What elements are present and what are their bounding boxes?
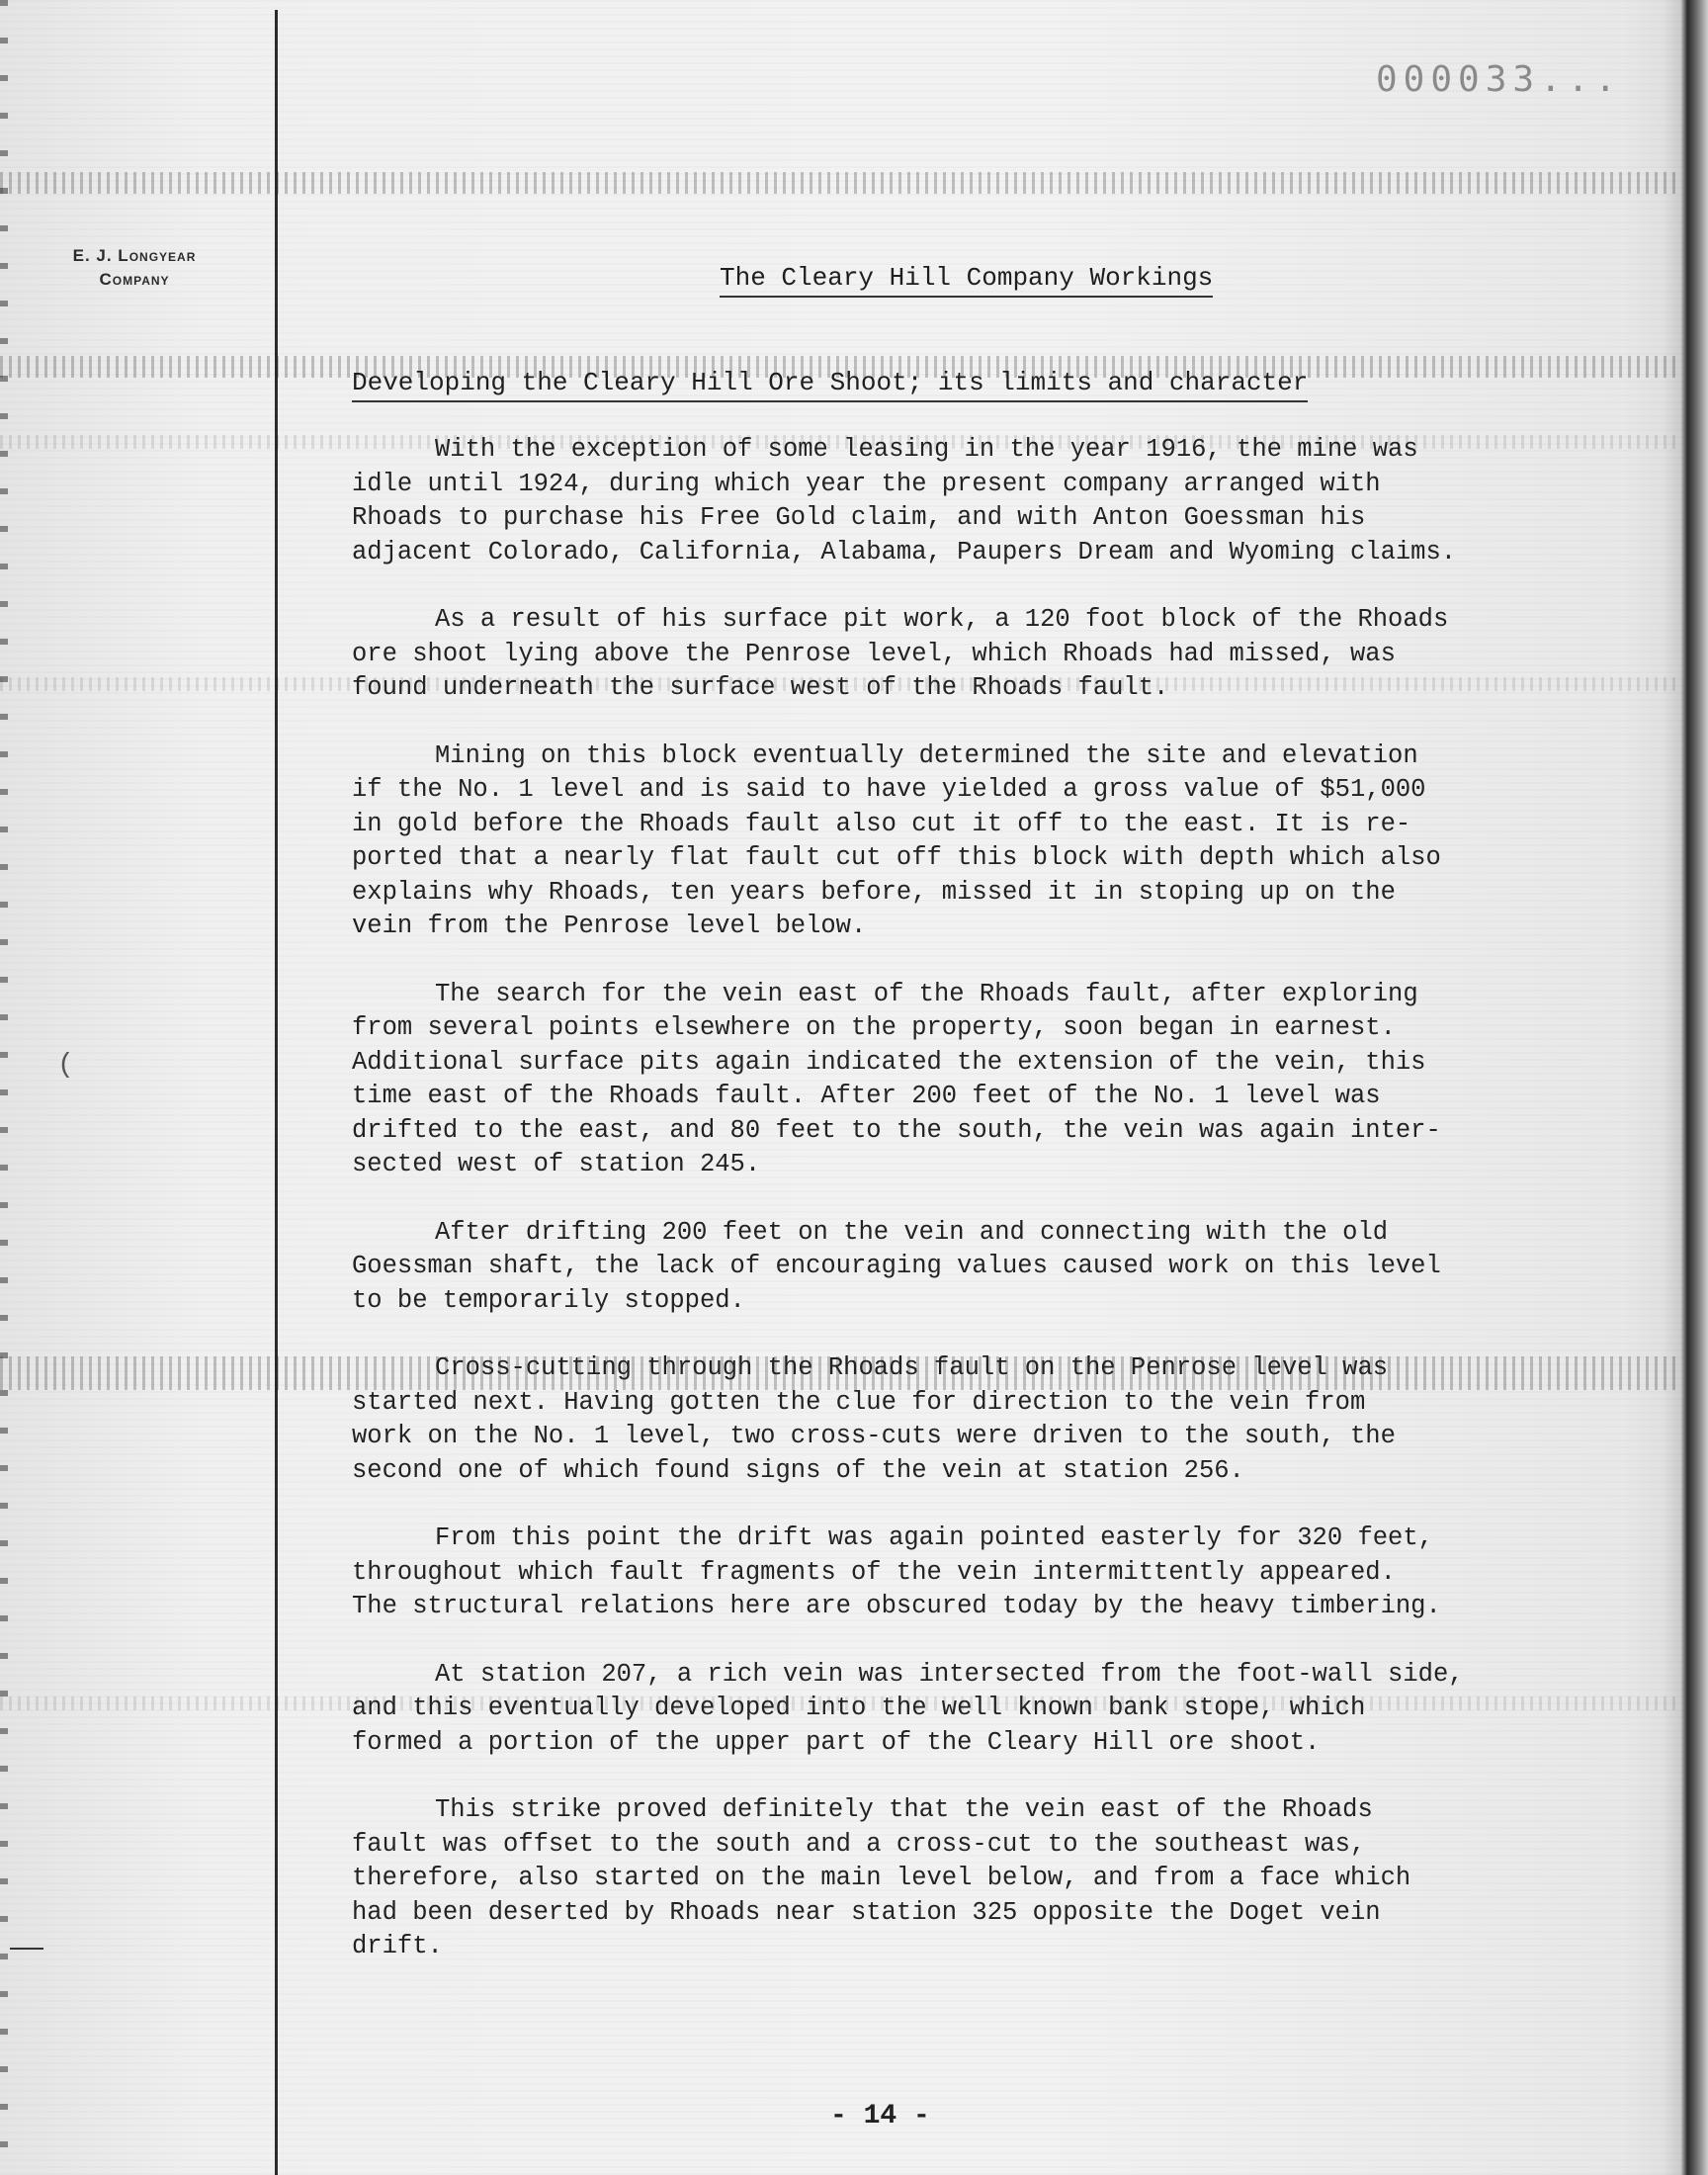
text-line: Rhoads to purchase his Free Gold claim, and with Anton Goessman his [352,503,1366,532]
paragraph [352,433,1518,569]
paragraph [352,740,1518,944]
text-line: fault was offset to the south and a cross-cut to the southeast was, [352,1829,1366,1859]
paragraph [352,1658,1518,1761]
text-line: From this point the drift was again pointed easterly for 320 feet, [435,1523,1433,1552]
paragraph [352,1522,1518,1624]
margin-rule [275,10,278,2175]
text-line: sected west of station 245. [352,1150,761,1178]
letterhead-line-2: Company [99,270,170,289]
text-line: in gold before the Rhoads fault also cut it off to the east. It is re- [352,809,1411,838]
text-line: After drifting 200 feet on the vein and connecting with the old [435,1217,1389,1247]
letterhead-line-1: E. J. Longyear [72,246,197,265]
text-line: idle until 1924, during which year the present company arranged with [352,469,1381,498]
text-line: This strike proved definitely that the vein east of the Rhoads [435,1795,1373,1824]
text-line: found underneath the surface west of the Rhoads fault. [352,673,1169,702]
page-number: - 14 - [830,2101,930,2132]
document-title: The Cleary Hill Company Workings [720,263,1213,298]
letterhead [34,244,235,292]
text-line: Additional surface pits again indicated the extension of the vein, this [352,1047,1426,1077]
text-line: time east of the Rhoads fault. After 200 feet of the No. 1 level was [352,1082,1381,1110]
section-subheading: Developing the Cleary Hill Ore Shoot; its limits and character [352,368,1308,402]
text-line: work on the No. 1 level, two cross-cuts were driven to the south, the [352,1422,1396,1450]
paragraph [352,1216,1518,1319]
text-line: At station 207, a rich vein was intersected from the foot-wall side, [435,1659,1464,1689]
text-line: drifted to the east, and 80 feet to the south, the vein was again inter- [352,1115,1441,1145]
scan-noise-band [0,172,1678,194]
text-line: With the exception of some leasing in the year 1916, the mine was [435,435,1418,464]
text-line: ported that a nearly flat fault cut off this block with depth which also [352,843,1441,872]
text-line: As a result of his surface pit work, a 120 foot block of the Rhoads [435,605,1449,634]
text-line: Mining on this block eventually determined the site and elevation [435,740,1418,770]
text-line: if the No. 1 level and is said to have yielded a gross value of $51,000 [352,775,1426,804]
paragraph [352,978,1518,1182]
text-line: and this eventually developed into the well known bank stope, which [352,1694,1366,1722]
text-line: second one of which found signs of the vein at station 256. [352,1455,1244,1485]
text-line: ore shoot lying above the Penrose level, which Rhoads had missed, was [352,639,1396,668]
text-line: throughout which fault fragments of the vein intermittently appeared. [352,1557,1396,1587]
text-line: had been deserted by Rhoads near station 325 opposite the Doget vein [352,1897,1381,1927]
text-line: explains why Rhoads, ten years before, missed it in stoping up on the [352,877,1396,907]
text-line: formed a portion of the upper part of the Cleary Hill ore shoot. [352,1727,1321,1757]
document-number: 000033... [1376,59,1623,100]
text-line: The search for the vein east of the Rhoads fault, after exploring [435,979,1418,1008]
text-line: vein from the Penrose level below. [352,912,867,940]
text-line: adjacent Colorado, California, Alabama, Paupers Dream and Wyoming claims. [352,537,1457,566]
body-text [352,433,1518,1998]
stray-margin-mark [10,1948,43,1950]
stray-paren-mark: ( [57,1050,74,1081]
paragraph [352,1793,1518,1964]
text-line: Goessman shaft, the lack of encouraging values caused work on this level [352,1252,1441,1280]
text-line: The structural relations here are obscured today by the heavy timbering. [352,1592,1441,1620]
right-page-edge-shadow [1663,0,1708,2175]
text-line: started next. Having gotten the clue for direction to the vein from [352,1387,1366,1417]
paragraph [352,603,1518,706]
left-edge-binding-marks [0,0,8,2175]
text-line: drift. [352,1932,443,1960]
text-line: therefore, also started on the main level below, and from a face which [352,1864,1411,1892]
text-line: from several points elsewhere on the property, soon began in earnest. [352,1013,1396,1042]
text-line: to be temporarily stopped. [352,1285,745,1315]
text-line: Cross-cutting through the Rhoads fault on the Penrose level was [435,1353,1389,1382]
paragraph [352,1351,1518,1488]
